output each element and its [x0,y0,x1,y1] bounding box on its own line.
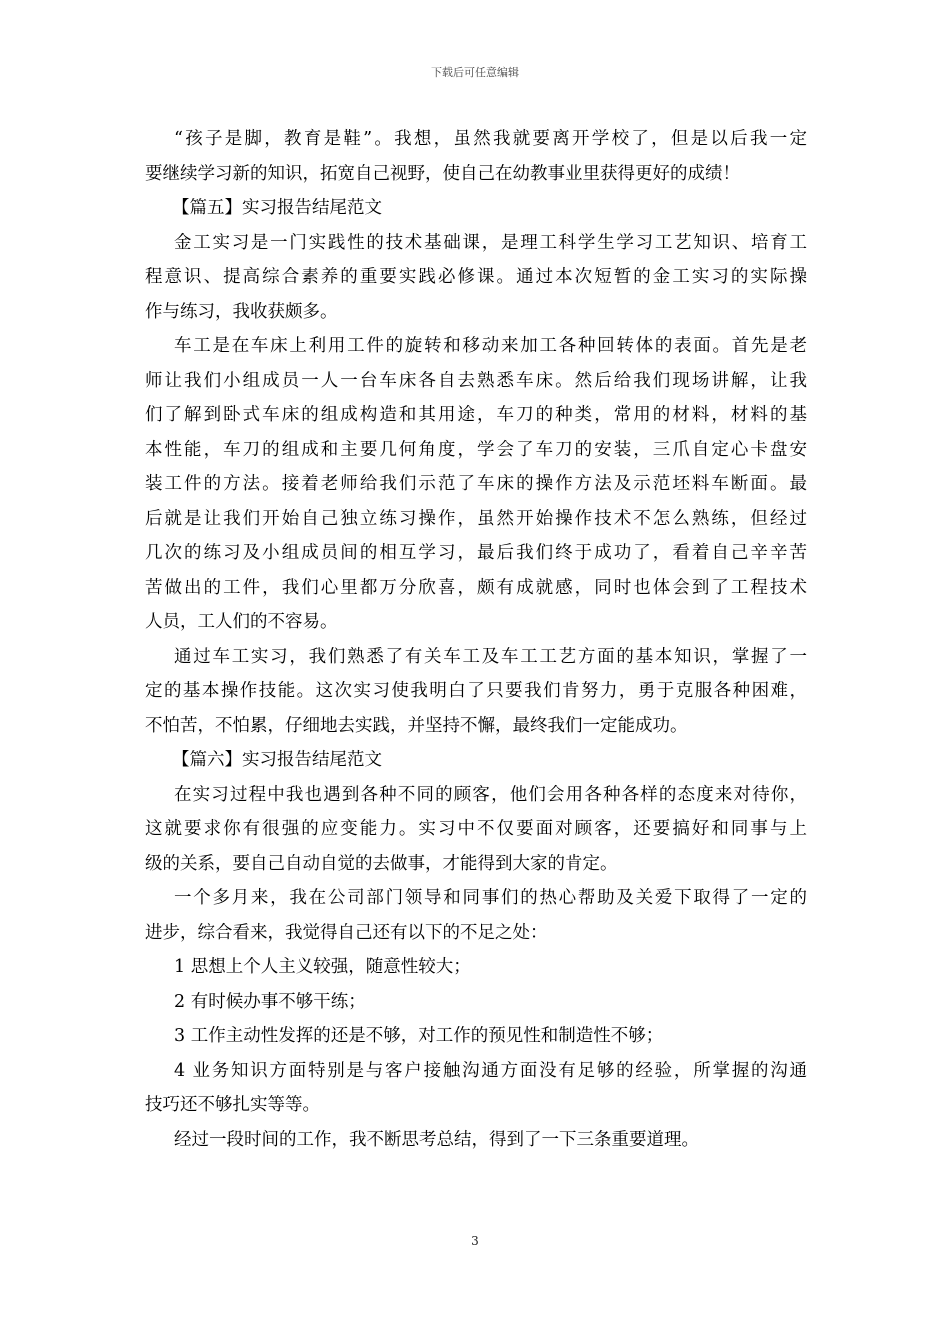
text-line: 3 工作主动性发挥的还是不够，对工作的预见性和制造性不够； [174,1026,664,1046]
text-line: 级的关系，要自己自动自觉的去做事，才能得到大家的肯定。 [145,853,618,874]
text-line: “孩子是脚，教育是鞋”。我想，虽然我就要离开学校了，但是以后我一定 [174,129,807,149]
text-line: 1 思想上个人主义较强，随意性较大； [174,957,471,977]
text-line: 程意识、提高综合素养的重要实践必修课。通过本次短暂的金工实习的实际操 [145,267,807,287]
text-line: 这就要求你有很强的应变能力。实习中不仅要面对顾客，还要搞好和同事与上 [145,819,807,839]
text-line: 人员，工人们的不容易。 [145,612,338,632]
page-header: 下载后可任意编辑 [431,66,519,79]
text-line: 几次的练习及小组成员间的相互学习，最后我们终于成功了，看着自己辛辛苦 [145,543,807,563]
text-line: 金工实习是一门实践性的技术基础课，是理工科学生学习工艺知识、培育工 [174,232,807,253]
text-line: 要继续学习新的知识，拓宽自己视野，使自己在幼教事业里获得更好的成绩！ [145,163,740,184]
section-heading: 【篇六】实习报告结尾范文 [172,750,382,770]
text-line: 通过车工实习，我们熟悉了有关车工及车工工艺方面的基本知识，掌握了一 [174,646,807,667]
text-line: 装工件的方法。接着老师给我们示范了车床的操作方法及示范坯料车断面。最 [145,474,807,494]
text-line: 一个多月来，我在公司部门领导和同事们的热心帮助及关爱下取得了一定的 [174,888,807,908]
text-line: 后就是让我们开始自己独立练习操作，虽然开始操作技术不怎么熟练，但经过 [145,508,807,529]
text-line: 车工是在车床上利用工件的旋转和移动来加工各种回转体的表面。首先是老 [174,336,807,356]
text-line: 们了解到卧式车床的组成构造和其用途，车刀的种类，常用的材料，材料的基 [145,405,807,425]
text-line: 4 业务知识方面特别是与客户接触沟通方面没有足够的经验，所掌握的沟通 [174,1060,807,1081]
text-line: 不怕苦，不怕累，仔细地去实践，并坚持不懈，最终我们一定能成功。 [145,715,688,736]
text-line: 在实习过程中我也遇到各种不同的顾客，他们会用各种各样的态度来对待你， [174,784,807,805]
text-line: 苦做出的工件，我们心里都万分欣喜，颇有成就感，同时也体会到了工程技术 [145,577,807,598]
text-line: 2 有时候办事不够干练； [174,991,366,1012]
page-number: 3 [471,1234,479,1248]
section-heading: 【篇五】实习报告结尾范文 [172,198,382,218]
text-line: 经过一段时间的工作，我不断思考总结，得到了一下三条重要道理。 [174,1129,699,1150]
text-line: 本性能，车刀的组成和主要几何角度，学会了车刀的安装，三爪自定心卡盘安 [145,439,807,460]
text-line: 作与练习，我收获颇多。 [145,301,338,322]
document-body [145,122,807,1157]
text-line: 定的基本操作技能。这次实习使我明白了只要我们肯努力，勇于克服各种困难， [145,681,807,701]
text-line: 进步，综合看来，我觉得自己还有以下的不足之处： [145,922,548,943]
text-line: 技巧还不够扎实等等。 [145,1095,320,1115]
text-line: 师让我们小组成员一人一台车床各自去熟悉车床。然后给我们现场讲解，让我 [145,370,807,391]
